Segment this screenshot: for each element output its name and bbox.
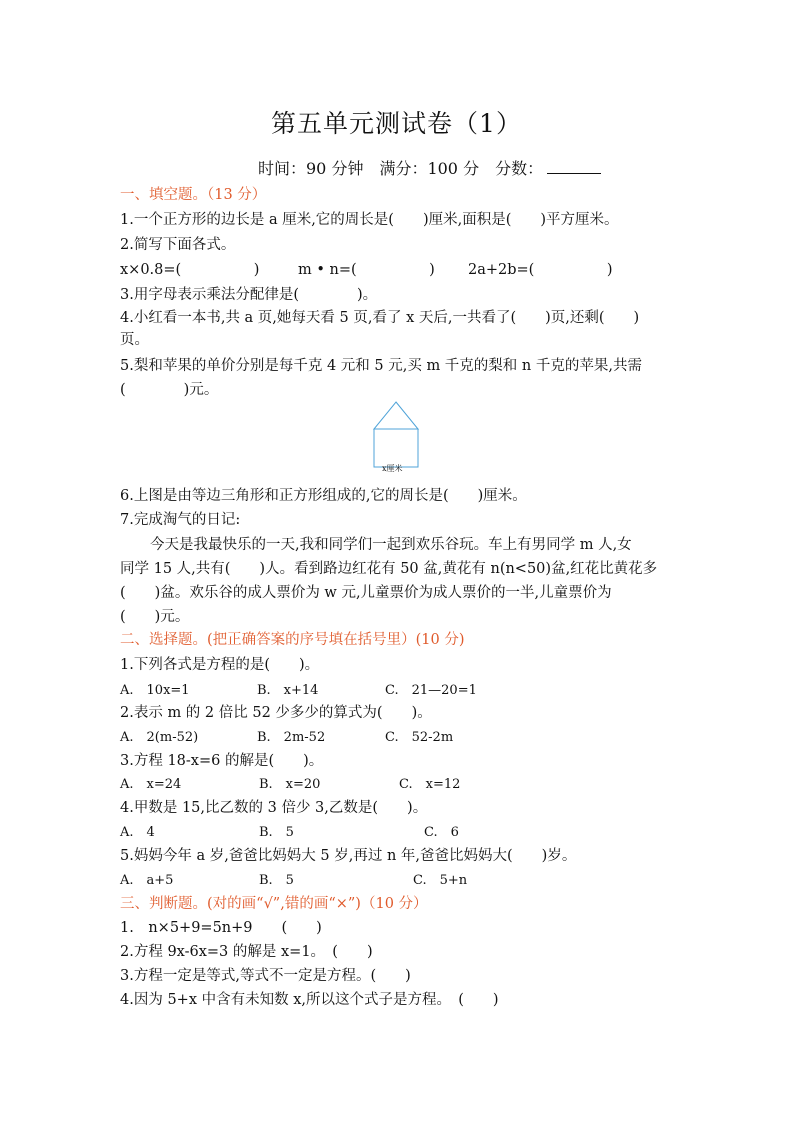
choice-4-option-a: A. 4 <box>120 825 155 840</box>
question-1-4-line2: 页。 <box>120 332 149 348</box>
score-blank <box>547 159 601 174</box>
choice-5-option-a: A. a+5 <box>120 873 174 888</box>
question-1-3: 3.用字母表示乘法分配律是( )。 <box>120 287 378 303</box>
triangle-square-figure <box>372 401 420 473</box>
choice-question-5: 5.妈妈今年 a 岁,爸爸比妈妈大 5 岁,再过 n 年,爸爸比妈妈大( )岁。 <box>120 848 577 864</box>
judge-question-1: 1. n×5+9=5n+9 ( ) <box>120 920 322 936</box>
choice-2-option-c: C. 52-2m <box>385 730 454 745</box>
diary-line-4: ( )元。 <box>120 609 190 625</box>
judge-question-2: 2.方程 9x-6x=3 的解是 x=1。 ( ) <box>120 944 373 960</box>
choice-1-option-c: C. 21—20=1 <box>385 683 477 698</box>
question-1-2b: m • n=( ) <box>298 262 435 278</box>
diary-line-1: 今天是我最快乐的一天,我和同学们一起到欢乐谷玩。车上有男同学 m 人,女 <box>150 537 632 553</box>
judge-question-3: 3.方程一定是等式,等式不一定是方程。( ) <box>120 968 411 984</box>
choice-question-2: 2.表示 m 的 2 倍比 52 少多少的算式为( )。 <box>120 705 432 721</box>
question-1-5-line2: ( )元。 <box>120 382 219 398</box>
judge-question-4: 4.因为 5+x 中含有未知数 x,所以这个式子是方程。 ( ) <box>120 992 499 1008</box>
page-title: 第五单元测试卷（1） <box>271 109 522 138</box>
choice-3-option-c: C. x=12 <box>399 777 461 792</box>
question-1-2: 2.简写下面各式。 <box>120 237 236 253</box>
choice-5-option-b: B. 5 <box>259 873 294 888</box>
question-1-5-line1: 5.梨和苹果的单价分别是每千克 4 元和 5 元,买 m 千克的梨和 n 千克的苹果,共需 <box>120 358 642 374</box>
exam-info-text: 时间：90 分钟 满分：100 分 分数： <box>258 159 544 178</box>
question-1-7: 7.完成淘气的日记: <box>120 512 241 528</box>
choice-question-4: 4.甲数是 15,比乙数的 3 倍少 3,乙数是( )。 <box>120 800 428 816</box>
choice-4-option-c: C. 6 <box>424 825 459 840</box>
choice-5-option-c: C. 5+n <box>413 873 468 888</box>
choice-4-option-b: B. 5 <box>259 825 294 840</box>
question-1-4-line1: 4.小红看一本书,共 a 页,她每天看 5 页,看了 x 天后,一共看了( )页,还剩( ) <box>120 310 640 326</box>
diary-line-2: 同学 15 人,共有( )人。看到路边红花有 50 盆,黄花有 n(n<50)盆,红花比黄花多 <box>120 561 658 577</box>
question-1-2a: x×0.8=( ) <box>120 262 260 278</box>
question-1-2c: 2a+2b=( ) <box>468 262 613 278</box>
section-heading-fill-in: 一、填空题。（13 分） <box>120 187 267 203</box>
diary-line-3: ( )盆。欢乐谷的成人票价为 w 元,儿童票价为成人票价的一半,儿童票价为 <box>120 585 612 601</box>
section-heading-true-false: 三、判断题。(对的画“√”,错的画“×”)（10 分） <box>120 896 428 912</box>
question-1-6: 6.上图是由等边三角形和正方形组成的,它的周长是( )厘米。 <box>120 488 527 504</box>
choice-1-option-b: B. x+14 <box>257 683 319 698</box>
question-1-1: 1.一个正方形的边长是 a 厘米,它的周长是( )厘米,面积是( )平方厘米。 <box>120 212 619 228</box>
choice-question-1: 1.下列各式是方程的是( )。 <box>120 657 320 673</box>
choice-3-option-a: A. x=24 <box>120 777 182 792</box>
figure-side-label: x厘米 <box>382 464 403 473</box>
choice-question-3: 3.方程 18-x=6 的解是( )。 <box>120 753 324 769</box>
choice-2-option-a: A. 2(m-52) <box>120 730 199 745</box>
choice-1-option-a: A. 10x=1 <box>120 683 190 698</box>
section-heading-choice: 二、选择题。(把正确答案的序号填在括号里）(10 分) <box>120 632 465 648</box>
exam-info <box>258 156 601 179</box>
choice-2-option-b: B. 2m-52 <box>257 730 326 745</box>
choice-3-option-b: B. x=20 <box>259 777 321 792</box>
triangle-square-shape <box>372 401 420 470</box>
